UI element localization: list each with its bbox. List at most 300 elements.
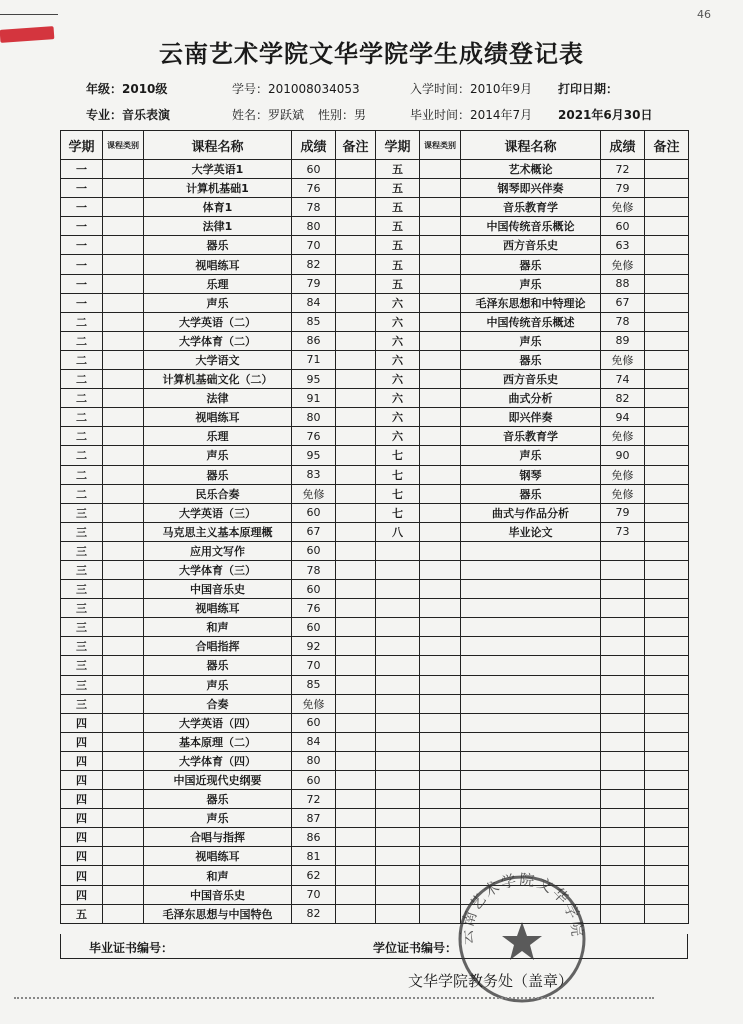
table-row (61, 560, 689, 579)
header-score: 成绩 (601, 131, 645, 160)
course-type-cell (420, 637, 461, 656)
term-cell: 二 (61, 465, 103, 484)
course-type-cell (103, 312, 144, 331)
term-cell: 五 (376, 198, 420, 217)
course-type-cell (103, 713, 144, 732)
header-term: 学期 (61, 131, 103, 160)
course-type-cell (420, 541, 461, 560)
score-cell (601, 866, 645, 885)
course-name-cell: 视唱练耳 (144, 408, 292, 427)
term-cell: 三 (61, 675, 103, 694)
term-cell (376, 828, 420, 847)
remark-cell (336, 885, 376, 904)
course-type-cell (103, 580, 144, 599)
score-cell: 74 (601, 370, 645, 389)
term-cell (376, 885, 420, 904)
table-row (61, 255, 689, 274)
term-cell: 六 (376, 408, 420, 427)
remark-cell (645, 904, 689, 923)
term-cell (376, 713, 420, 732)
score-cell: 85 (292, 312, 336, 331)
remark-cell (336, 179, 376, 198)
course-name-cell: 中国音乐史 (144, 580, 292, 599)
score-cell (601, 694, 645, 713)
table-row (61, 293, 689, 312)
header-term: 学期 (376, 131, 420, 160)
score-cell (601, 541, 645, 560)
course-name-cell (461, 751, 601, 770)
score-cell: 62 (292, 866, 336, 885)
score-cell: 80 (292, 217, 336, 236)
score-cell: 85 (292, 675, 336, 694)
course-name-cell: 大学英语（四） (144, 713, 292, 732)
score-cell: 63 (601, 236, 645, 255)
score-cell: 60 (292, 713, 336, 732)
course-type-cell (420, 694, 461, 713)
term-cell (376, 599, 420, 618)
course-type-cell (103, 293, 144, 312)
remark-cell (336, 160, 376, 179)
table-row (61, 160, 689, 179)
course-name-cell: 西方音乐史 (461, 236, 601, 255)
score-cell (601, 828, 645, 847)
course-name-cell: 钢琴 (461, 465, 601, 484)
course-name-cell: 民乐合奏 (144, 484, 292, 503)
score-cell: 80 (292, 751, 336, 770)
course-type-cell (420, 389, 461, 408)
course-type-cell (103, 350, 144, 369)
remark-cell (336, 522, 376, 541)
score-cell: 70 (292, 656, 336, 675)
score-cell: 90 (601, 446, 645, 465)
term-cell: 一 (61, 293, 103, 312)
course-name-cell: 器乐 (461, 255, 601, 274)
course-name-cell: 法律 (144, 389, 292, 408)
table-row (61, 236, 689, 255)
remark-cell (645, 809, 689, 828)
score-cell: 60 (292, 503, 336, 522)
score-cell (601, 771, 645, 790)
term-cell (376, 618, 420, 637)
course-name-cell: 应用文写作 (144, 541, 292, 560)
remark-cell (336, 541, 376, 560)
remark-cell (645, 236, 689, 255)
remark-cell (336, 732, 376, 751)
print-date-label: 打印日期： (558, 82, 619, 96)
term-cell: 三 (61, 656, 103, 675)
score-cell: 76 (292, 179, 336, 198)
remark-cell (336, 866, 376, 885)
score-cell: 95 (292, 370, 336, 389)
remark-cell (336, 331, 376, 350)
term-cell: 七 (376, 503, 420, 522)
course-name-cell: 大学英语1 (144, 160, 292, 179)
table-row (61, 866, 689, 885)
course-name-cell: 器乐 (461, 484, 601, 503)
term-cell: 七 (376, 465, 420, 484)
course-name-cell: 音乐教育学 (461, 427, 601, 446)
score-cell: 免修 (601, 198, 645, 217)
course-type-cell (103, 885, 144, 904)
score-cell: 免修 (292, 484, 336, 503)
course-name-cell: 器乐 (144, 790, 292, 809)
remark-cell (336, 350, 376, 369)
course-type-cell (420, 446, 461, 465)
remark-cell (336, 236, 376, 255)
course-type-cell (420, 599, 461, 618)
course-type-cell (103, 847, 144, 866)
course-name-cell: 中国传统音乐概论 (461, 217, 601, 236)
term-cell: 五 (376, 236, 420, 255)
term-cell: 五 (376, 255, 420, 274)
score-cell: 82 (292, 255, 336, 274)
course-name-cell: 音乐教育学 (461, 198, 601, 217)
score-cell: 70 (292, 885, 336, 904)
remark-cell (336, 446, 376, 465)
course-type-cell (103, 465, 144, 484)
term-cell: 五 (61, 904, 103, 923)
remark-cell (645, 866, 689, 885)
score-cell (601, 675, 645, 694)
course-type-cell (103, 618, 144, 637)
course-type-cell (420, 408, 461, 427)
course-type-cell (103, 408, 144, 427)
remark-cell (645, 790, 689, 809)
score-cell: 95 (292, 446, 336, 465)
course-type-cell (103, 599, 144, 618)
term-cell: 六 (376, 350, 420, 369)
major-field: 专业：音乐表演 (86, 108, 171, 122)
remark-cell (645, 847, 689, 866)
score-cell: 60 (292, 160, 336, 179)
score-cell: 免修 (601, 465, 645, 484)
score-cell: 60 (292, 618, 336, 637)
course-name-cell: 马克思主义基本原理概 (144, 522, 292, 541)
term-cell: 六 (376, 293, 420, 312)
course-type-cell (420, 274, 461, 293)
remark-cell (336, 847, 376, 866)
remark-cell (336, 389, 376, 408)
term-cell: 四 (61, 847, 103, 866)
svg-text:云南艺术学院文华学院: 云南艺术学院文华学院 (457, 872, 587, 946)
remark-cell (336, 809, 376, 828)
office-stamp-label: 文华学院教务处（盖章） (408, 972, 574, 990)
course-name-cell: 计算机基础文化（二） (144, 370, 292, 389)
remark-cell (645, 560, 689, 579)
course-name-cell: 视唱练耳 (144, 599, 292, 618)
course-type-cell (420, 350, 461, 369)
course-type-cell (103, 446, 144, 465)
score-cell: 91 (292, 389, 336, 408)
remark-cell (645, 675, 689, 694)
course-type-cell (103, 503, 144, 522)
term-cell: 三 (61, 694, 103, 713)
student-name-field: 姓名：罗跃斌 (232, 108, 305, 122)
remark-cell (645, 370, 689, 389)
course-type-cell (420, 179, 461, 198)
remark-cell (645, 751, 689, 770)
remark-cell (645, 484, 689, 503)
table-row (61, 599, 689, 618)
remark-cell (336, 484, 376, 503)
remark-cell (336, 599, 376, 618)
table-row (61, 446, 689, 465)
course-name-cell: 合奏 (144, 694, 292, 713)
term-cell: 三 (61, 580, 103, 599)
score-cell: 83 (292, 465, 336, 484)
course-type-cell (420, 522, 461, 541)
score-cell (601, 560, 645, 579)
course-type-cell (420, 160, 461, 179)
score-cell: 70 (292, 236, 336, 255)
table-row (61, 408, 689, 427)
course-type-cell (420, 484, 461, 503)
course-name-cell: 器乐 (144, 656, 292, 675)
remark-cell (336, 465, 376, 484)
course-type-cell (420, 618, 461, 637)
term-cell: 三 (61, 503, 103, 522)
term-cell: 七 (376, 446, 420, 465)
term-cell (376, 847, 420, 866)
course-name-cell (461, 847, 601, 866)
table-row (61, 885, 689, 904)
term-cell: 三 (61, 522, 103, 541)
course-name-cell: 视唱练耳 (144, 847, 292, 866)
table-row (61, 713, 689, 732)
course-name-cell (461, 732, 601, 751)
table-row (61, 370, 689, 389)
course-type-cell (420, 370, 461, 389)
score-cell (601, 809, 645, 828)
remark-cell (336, 751, 376, 770)
header-remark: 备注 (336, 131, 376, 160)
score-cell: 60 (292, 541, 336, 560)
course-name-cell: 中国近现代史纲要 (144, 771, 292, 790)
table-row (61, 389, 689, 408)
term-cell: 五 (376, 160, 420, 179)
score-cell (601, 637, 645, 656)
term-cell: 三 (61, 560, 103, 579)
header-course-name: 课程名称 (144, 131, 292, 160)
course-name-cell (461, 771, 601, 790)
course-type-cell (420, 503, 461, 522)
term-cell: 一 (61, 160, 103, 179)
table-row (61, 484, 689, 503)
table-row (61, 198, 689, 217)
course-name-cell: 视唱练耳 (144, 255, 292, 274)
course-name-cell: 器乐 (461, 350, 601, 369)
course-name-cell (461, 618, 601, 637)
score-cell: 免修 (292, 694, 336, 713)
top-rule (0, 14, 58, 15)
course-name-cell: 毛泽东思想与中国特色 (144, 904, 292, 923)
course-type-cell (103, 274, 144, 293)
remark-cell (645, 580, 689, 599)
remark-cell (645, 255, 689, 274)
remark-cell (645, 350, 689, 369)
table-row (61, 274, 689, 293)
course-type-cell (420, 427, 461, 446)
header-course-type: 课程类别 (420, 131, 461, 160)
score-cell: 78 (601, 312, 645, 331)
term-cell: 二 (61, 331, 103, 350)
term-cell: 五 (376, 217, 420, 236)
term-cell: 四 (61, 751, 103, 770)
score-cell: 79 (601, 179, 645, 198)
course-name-cell: 西方音乐史 (461, 370, 601, 389)
term-cell: 七 (376, 484, 420, 503)
print-date-value: 2021年6月30日 (558, 108, 653, 122)
term-cell: 四 (61, 885, 103, 904)
course-type-cell (103, 522, 144, 541)
course-type-cell (420, 560, 461, 579)
course-name-cell (461, 580, 601, 599)
table-row (61, 694, 689, 713)
table-row (61, 427, 689, 446)
term-cell (376, 560, 420, 579)
table-row (61, 809, 689, 828)
score-cell: 94 (601, 408, 645, 427)
course-type-cell (103, 675, 144, 694)
header-remark: 备注 (645, 131, 689, 160)
course-type-cell (103, 484, 144, 503)
course-name-cell: 大学体育（三） (144, 560, 292, 579)
course-type-cell (103, 790, 144, 809)
course-name-cell (461, 637, 601, 656)
course-name-cell: 大学体育（二） (144, 331, 292, 350)
course-name-cell: 器乐 (144, 236, 292, 255)
score-cell (601, 656, 645, 675)
course-type-cell (420, 847, 461, 866)
table-row (61, 751, 689, 770)
score-cell: 免修 (601, 484, 645, 503)
term-cell: 三 (61, 599, 103, 618)
term-cell (376, 751, 420, 770)
term-cell: 一 (61, 179, 103, 198)
course-type-cell (420, 293, 461, 312)
grad-cert-label: 毕业证书编号： (89, 941, 174, 955)
remark-cell (645, 293, 689, 312)
course-name-cell: 乐理 (144, 427, 292, 446)
score-cell (601, 790, 645, 809)
course-name-cell: 声乐 (461, 446, 601, 465)
course-name-cell: 大学英语（三） (144, 503, 292, 522)
score-cell: 92 (292, 637, 336, 656)
term-cell (376, 771, 420, 790)
table-row (61, 503, 689, 522)
term-cell: 六 (376, 389, 420, 408)
certificate-row (60, 934, 688, 959)
course-name-cell: 艺术概论 (461, 160, 601, 179)
course-type-cell (420, 198, 461, 217)
course-type-cell (420, 675, 461, 694)
remark-cell (336, 255, 376, 274)
course-name-cell (461, 713, 601, 732)
term-cell: 二 (61, 484, 103, 503)
grad-date-field: 毕业时间：2014年7月 (410, 108, 533, 122)
score-cell: 79 (601, 503, 645, 522)
grade-field: 年级：2010级 (86, 82, 168, 96)
remark-cell (336, 370, 376, 389)
course-type-cell (420, 828, 461, 847)
score-cell: 60 (601, 217, 645, 236)
course-type-cell (103, 255, 144, 274)
course-name-cell: 器乐 (144, 465, 292, 484)
term-cell: 五 (376, 274, 420, 293)
term-cell: 二 (61, 427, 103, 446)
term-cell (376, 790, 420, 809)
term-cell: 六 (376, 427, 420, 446)
course-name-cell (461, 656, 601, 675)
remark-cell (645, 312, 689, 331)
remark-cell (645, 637, 689, 656)
course-type-cell (103, 694, 144, 713)
term-cell (376, 904, 420, 923)
course-type-cell (103, 427, 144, 446)
remark-cell (336, 408, 376, 427)
score-cell (601, 847, 645, 866)
course-type-cell (103, 560, 144, 579)
term-cell: 二 (61, 350, 103, 369)
course-name-cell: 合唱指挥 (144, 637, 292, 656)
course-type-cell (420, 656, 461, 675)
term-cell: 三 (61, 637, 103, 656)
course-type-cell (103, 656, 144, 675)
term-cell: 六 (376, 331, 420, 350)
remark-cell (336, 312, 376, 331)
course-name-cell: 毛泽东思想和中特理论 (461, 293, 601, 312)
enroll-date-field: 入学时间：2010年9月 (410, 82, 533, 96)
score-cell: 76 (292, 427, 336, 446)
term-cell: 一 (61, 274, 103, 293)
table-row (61, 541, 689, 560)
table-row (61, 522, 689, 541)
page-title: 云南艺术学院文华学院学生成绩登记表 (159, 39, 584, 68)
course-name-cell: 曲式与作品分析 (461, 503, 601, 522)
course-type-cell (420, 713, 461, 732)
course-name-cell: 毕业论文 (461, 522, 601, 541)
term-cell: 八 (376, 522, 420, 541)
term-cell: 六 (376, 312, 420, 331)
term-cell: 五 (376, 179, 420, 198)
course-type-cell (103, 331, 144, 350)
score-cell: 73 (601, 522, 645, 541)
table-row (61, 904, 689, 923)
score-cell: 86 (292, 331, 336, 350)
score-cell: 72 (601, 160, 645, 179)
remark-cell (336, 694, 376, 713)
score-cell: 78 (292, 560, 336, 579)
remark-cell (645, 503, 689, 522)
course-type-cell (103, 637, 144, 656)
term-cell: 四 (61, 732, 103, 751)
remark-cell (645, 828, 689, 847)
remark-cell (645, 885, 689, 904)
term-cell: 四 (61, 790, 103, 809)
table-row (61, 580, 689, 599)
remark-cell (336, 675, 376, 694)
course-type-cell (103, 389, 144, 408)
course-name-cell: 声乐 (144, 293, 292, 312)
score-cell: 87 (292, 809, 336, 828)
student-id-field: 学号：201008034053 (232, 82, 360, 96)
term-cell: 四 (61, 866, 103, 885)
course-name-cell: 和声 (144, 618, 292, 637)
course-name-cell (461, 828, 601, 847)
score-cell: 79 (292, 274, 336, 293)
remark-cell (336, 637, 376, 656)
course-type-cell (103, 179, 144, 198)
